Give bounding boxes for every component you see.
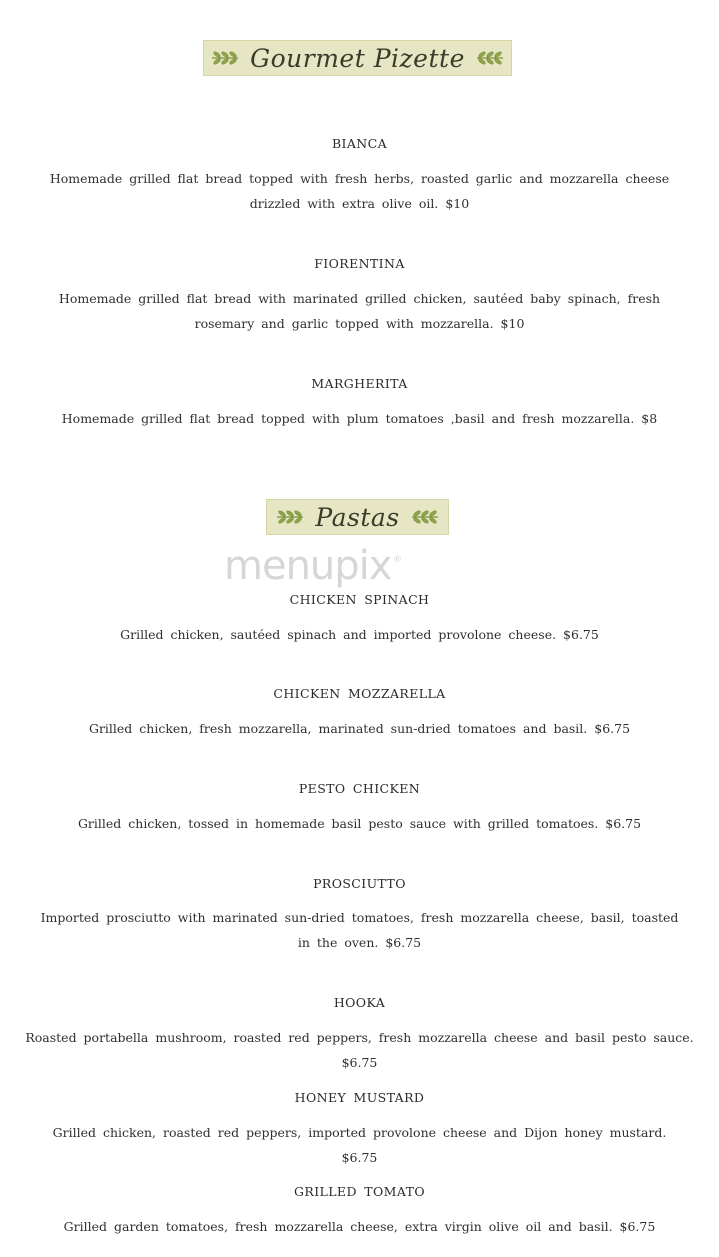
watermark-text: menupix	[224, 543, 392, 589]
menu-item-name: PESTO CHICKEN	[298, 781, 421, 796]
menu-item-name: GRILLED TOMATO	[294, 1184, 425, 1199]
menu-item-description: Grilled chicken, fresh mozzarella, marinated sun-dried tomatoes and basil. $6.75	[88, 721, 631, 736]
menu-item-description: Grilled garden tomatoes, fresh mozzarella cheese, extra virgin olive oil and basil. $6.75	[63, 1219, 656, 1234]
section-banner-pizette	[203, 40, 512, 76]
menu-item-description: Imported prosciutto with marinated sun-dried tomatoes, fresh mozzarella cheese, basil, toasted in the oven. $6.75	[40, 910, 679, 950]
menu-item-description: Grilled chicken, tossed in homemade basil pesto sauce with grilled tomatoes. $6.75	[77, 816, 642, 831]
menu-item-description: Grilled chicken, roasted red peppers, imported provolone cheese and Dijon honey mustard. $6.75	[52, 1125, 667, 1165]
menu-item-name: HONEY MUSTARD	[294, 1090, 425, 1105]
menu-item-name: CHICKEN SPINACH	[289, 592, 430, 607]
leaf-sprig-icon	[410, 508, 440, 526]
menu-item-description: Homemade grilled flat bread topped with plum tomatoes ,basil and fresh mozzarella. $8	[61, 411, 658, 426]
registered-icon: ®	[393, 555, 402, 565]
menu-item-description: Homemade grilled flat bread with marinated grilled chicken, sautéed baby spinach, fresh rosemary and garlic topped with mozzarella. $10	[58, 291, 661, 331]
menu-item-name: FIORENTINA	[314, 256, 405, 271]
menu-item-description: Homemade grilled flat bread topped with fresh herbs, roasted garlic and mozzarella cheese drizzled with extra olive oil. $10	[49, 171, 670, 211]
leaf-sprig-icon	[275, 508, 305, 526]
menu-item-name: BIANCA	[331, 136, 388, 151]
section-banner-pastas	[266, 499, 449, 535]
leaf-sprig-icon	[475, 49, 505, 67]
menu-item-name: CHICKEN MOZZARELLA	[273, 686, 446, 701]
menupix-watermark	[224, 541, 444, 591]
menu-item-name: PROSCIUTTO	[313, 876, 406, 891]
menu-item-name: MARGHERITA	[311, 376, 408, 391]
leaf-sprig-icon	[210, 49, 240, 67]
section-title: Pastas	[315, 502, 400, 532]
menu-item-description: Grilled chicken, sautéed spinach and imported provolone cheese. $6.75	[120, 627, 599, 642]
menu-item-name: HOOKA	[333, 995, 386, 1010]
section-title: Gourmet Pizette	[250, 43, 465, 73]
menu-item-description: Roasted portabella mushroom, roasted red peppers, fresh mozzarella cheese and basil pesto sauce. $6.75	[25, 1030, 694, 1070]
